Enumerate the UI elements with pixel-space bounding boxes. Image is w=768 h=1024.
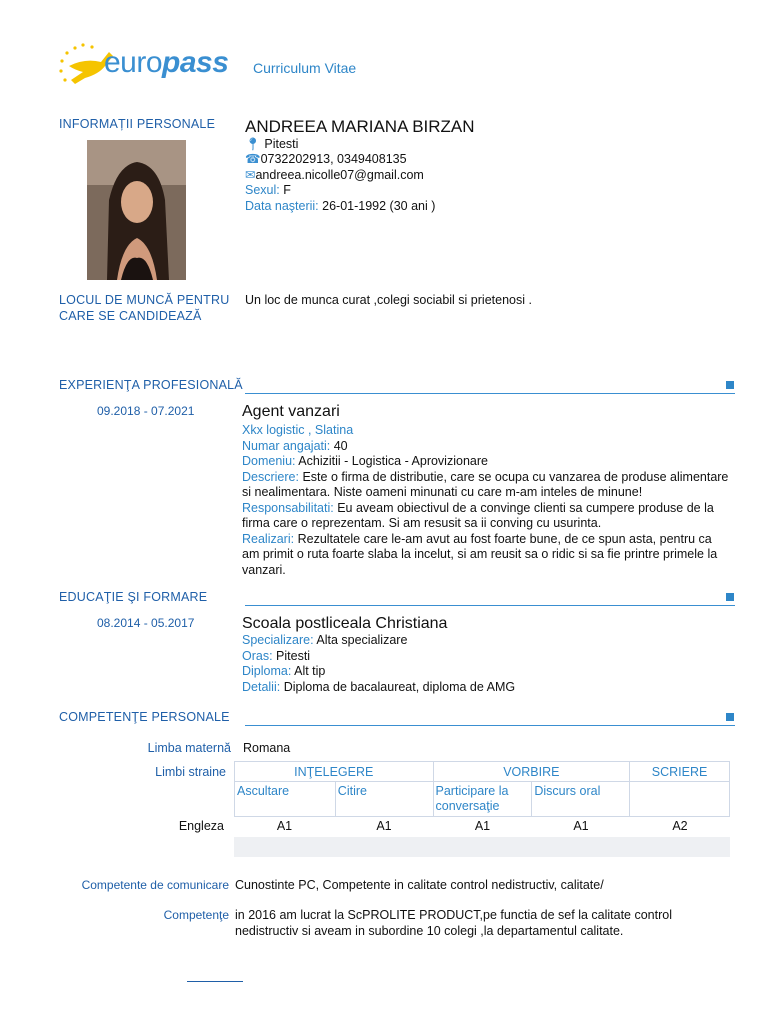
section-marker [726,381,734,389]
section-divider [245,393,735,394]
sub-reading: Citire [335,782,433,817]
sex-row [245,183,291,199]
birth-value: 26-01-1992 (30 ani ) [322,199,436,213]
education-details: Specializare: Alta specializare Oras: Pitesti Diploma: Alt tip Detalii: Diploma de bacalaureat, diploma de AMG [242,633,516,694]
experience-date: 09.2018 - 07.2021 [97,404,195,418]
footer-link-line [187,981,243,982]
competences-label: Competenţe [163,908,229,922]
phone-icon: ☎ [245,152,261,166]
education-title: Scoala postliceala Christiana [242,615,448,632]
sex-label: Sexul: [245,183,280,197]
header-speaking: VORBIRE [433,762,630,782]
language-name: Engleza [178,819,224,833]
section-education: EDUCAŢIE ŞI FORMARE [59,590,208,604]
header-understanding: INŢELEGERE [235,762,434,782]
language-table [234,761,730,817]
address-row [245,137,298,153]
language-subheader-row [235,782,730,817]
sub-conversation: Participare la conversaţie [433,782,532,817]
language-levels-row [234,819,730,833]
experience-company: Xkx logistic , Slatina [242,423,354,437]
email-icon: ✉ [245,168,256,182]
sex-value: F [283,183,291,197]
experience-title: Agent vanzari [242,403,340,420]
level-writing: A2 [672,819,688,833]
section-experience: EXPERIENŢA PROFESIONALĂ [59,378,243,392]
section-divider [245,725,735,726]
section-job-wanted: LOCUL DE MUNCĂ PENTRU CARE SE CANDIDEAZĂ [59,293,230,323]
section-skills: COMPETENŢE PERSONALE [59,710,230,724]
experience-details: Xkx logistic , Slatina Numar angajati: 40 Domeniu: Achizitii - Logistica - Aprovizionare Descriere: Este o firma de distributie, care se ocupa cu vanzarea de produse alimentare si nealimentara. Niste oameni minunati cu care m-am inteles de minune! Responsabilitati: Eu aveam obiectivul de a convinge clienti sa cumpere produse de la firma care o reprezentam. Si am resusit sa ii conving cu usurinta. Realizari: Rezultatele care le-am avut au fost foarte bune, de ce spun asta, pentru ca am primit o ruta foarte slaba la incelut, si am reusit sa o ridic si sa fie printre primele la vanzari. [242,423,742,578]
logo-wordmark: europass [104,46,229,79]
email-row [245,168,424,184]
communication-label: Competente de comunicare [81,878,229,892]
section-marker [726,593,734,601]
birth-label: Data naşterii: [245,199,319,213]
job-wanted-value: Un loc de munca curat ,colegi sociabil si prietenosi . [245,293,532,307]
language-cert-row [234,837,730,857]
communication-value: Cunostinte PC, Competente in calitate control nedistructiv, calitate/ [235,878,604,892]
sub-writing [630,782,730,817]
candidate-name: ANDREEA MARIANA BIRZAN [245,117,475,136]
birth-row [245,199,435,215]
email-value[interactable]: andreea.nicolle07@gmail.com [255,168,424,182]
section-personal-info: INFORMAȚII PERSONALE [59,117,216,131]
address-value: Pitesti [264,137,299,151]
level-conversation: A1 [474,819,491,833]
level-listening: A1 [276,819,293,833]
phone-value: 0732202913, 0349408135 [260,152,407,166]
location-pin-icon: 📍︎ [245,137,261,151]
section-marker [726,713,734,721]
mother-tongue-label: Limba maternă [147,741,231,755]
header-writing: SCRIERE [630,762,730,782]
document-title: Curriculum Vitae [253,60,357,76]
sub-listening: Ascultare [235,782,336,817]
level-reading: A1 [376,819,392,833]
phone-row [245,152,407,168]
mother-tongue-value: Romana [243,741,291,755]
competences-value: in 2016 am lucrat la ScPROLITE PRODUCT,pe functia de sef la calitate control nedistructiv si aveam in subordine 10 colegi ,la departamentul calitate. [235,908,672,938]
profile-photo [87,140,186,280]
level-oral: A1 [573,819,589,833]
section-divider [245,605,735,606]
education-date: 08.2014 - 05.2017 [97,616,195,630]
foreign-languages-label: Limbi straine [155,765,226,779]
sub-oral: Discurs oral [532,782,630,817]
language-header-row [235,762,730,782]
